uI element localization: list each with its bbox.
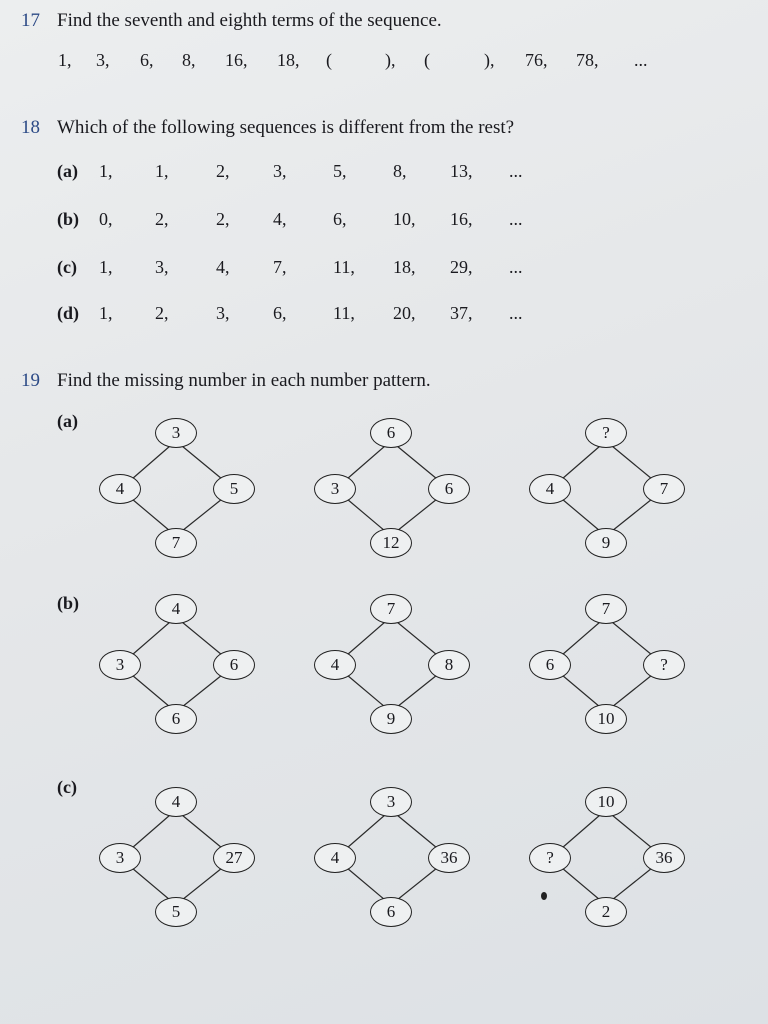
connector-line — [347, 868, 385, 900]
option-label: (d) — [57, 303, 79, 323]
question-18-number: 18 — [21, 117, 40, 138]
option-term: 2, — [155, 209, 169, 229]
connector-line — [347, 675, 385, 707]
connector-line — [612, 815, 652, 848]
connector-line — [397, 868, 437, 900]
connector-line — [562, 622, 600, 655]
number-circle-left: 4 — [314, 650, 356, 680]
connector-line — [347, 815, 385, 848]
connector-line — [397, 499, 437, 531]
connector-line — [347, 446, 385, 479]
sequence-term: 16, — [225, 50, 248, 70]
option-term: 3, — [155, 257, 169, 277]
connector-line — [347, 622, 385, 655]
number-circle-left: 4 — [99, 474, 141, 504]
option-term: 4, — [273, 209, 287, 229]
pattern-group-label-a: (a) — [57, 411, 78, 431]
option-term: 3, — [273, 161, 287, 181]
missing-number-circle: ? — [585, 418, 627, 448]
ellipsis: ... — [634, 50, 648, 70]
connector-line — [562, 868, 600, 900]
question-18-text: Which of the following sequences is different from the rest? — [57, 117, 515, 138]
number-circle-left: 3 — [99, 843, 141, 873]
question-17-text: Find the seventh and eighth terms of the sequence. — [57, 10, 442, 31]
sequence-term: 78, — [576, 50, 599, 70]
connector-line — [562, 815, 600, 848]
connector-line — [132, 499, 170, 531]
number-pattern-c-3 — [530, 788, 710, 928]
connector-line — [132, 675, 170, 707]
number-circle-left: 3 — [314, 474, 356, 504]
number-circle-top: 6 — [370, 418, 412, 448]
option-label: (c) — [57, 257, 77, 277]
blank-open-paren: ( — [424, 50, 430, 70]
option-term: 18, — [393, 257, 416, 277]
option-term: 6, — [333, 209, 347, 229]
connector-line — [182, 622, 222, 655]
connector-line — [397, 675, 437, 707]
sequence-term: 8, — [182, 50, 196, 70]
option-term: 7, — [273, 257, 287, 277]
missing-number-circle: ? — [529, 843, 571, 873]
sequence-term: 6, — [140, 50, 154, 70]
option-term: 2, — [216, 209, 230, 229]
missing-number-circle: ? — [643, 650, 685, 680]
connector-line — [347, 499, 385, 531]
ellipsis: ... — [509, 257, 523, 277]
connector-line — [562, 675, 600, 707]
number-circle-bottom: 6 — [155, 704, 197, 734]
connector-line — [612, 622, 652, 655]
number-pattern-a-3 — [530, 419, 710, 559]
number-circle-top: 7 — [370, 594, 412, 624]
number-circle-top: 7 — [585, 594, 627, 624]
option-term: 1, — [99, 303, 113, 323]
number-circle-bottom: 9 — [585, 528, 627, 558]
option-label: (a) — [57, 161, 78, 181]
option-term: 10, — [393, 209, 416, 229]
option-term: 1, — [155, 161, 169, 181]
number-circle-top: 4 — [155, 594, 197, 624]
connector-line — [612, 868, 652, 900]
sequence-term: 18, — [277, 50, 300, 70]
number-circle-bottom: 5 — [155, 897, 197, 927]
connector-line — [397, 622, 437, 655]
number-circle-right: 36 — [643, 843, 685, 873]
sequence-term: 1, — [58, 50, 72, 70]
number-circle-right: 6 — [213, 650, 255, 680]
connector-line — [182, 815, 222, 848]
connector-line — [612, 499, 652, 531]
option-term: 3, — [216, 303, 230, 323]
connector-line — [562, 446, 600, 479]
sequence-term: 76, — [525, 50, 548, 70]
number-circle-bottom: 2 — [585, 897, 627, 927]
ellipsis: ... — [509, 209, 523, 229]
option-term: 1, — [99, 257, 113, 277]
blank-close-paren: ), — [484, 50, 495, 70]
ellipsis: ... — [509, 161, 523, 181]
connector-line — [397, 815, 437, 848]
connector-line — [132, 446, 170, 479]
number-pattern-b-2 — [315, 595, 495, 735]
number-circle-right: 8 — [428, 650, 470, 680]
pencil-mark — [541, 892, 547, 900]
blank-close-paren: ), — [385, 50, 396, 70]
number-circle-right: 27 — [213, 843, 255, 873]
number-circle-right: 5 — [213, 474, 255, 504]
blank-open-paren: ( — [326, 50, 332, 70]
ellipsis: ... — [509, 303, 523, 323]
number-pattern-a-2 — [315, 419, 495, 559]
option-term: 29, — [450, 257, 473, 277]
connector-line — [612, 446, 652, 479]
number-circle-top: 3 — [155, 418, 197, 448]
connector-line — [612, 675, 652, 707]
number-circle-bottom: 6 — [370, 897, 412, 927]
option-term: 1, — [99, 161, 113, 181]
number-circle-top: 3 — [370, 787, 412, 817]
number-circle-bottom: 7 — [155, 528, 197, 558]
connector-line — [182, 675, 222, 707]
connector-line — [397, 446, 437, 479]
number-pattern-a-1 — [100, 419, 280, 559]
number-circle-top: 10 — [585, 787, 627, 817]
pattern-group-label-c: (c) — [57, 777, 77, 797]
option-term: 11, — [333, 303, 355, 323]
number-circle-bottom: 9 — [370, 704, 412, 734]
option-term: 6, — [273, 303, 287, 323]
option-term: 20, — [393, 303, 416, 323]
connector-line — [562, 499, 600, 531]
number-circle-left: 3 — [99, 650, 141, 680]
connector-line — [132, 815, 170, 848]
option-term: 11, — [333, 257, 355, 277]
number-pattern-b-3 — [530, 595, 710, 735]
option-term: 8, — [393, 161, 407, 181]
connector-line — [132, 622, 170, 655]
option-term: 2, — [155, 303, 169, 323]
number-circle-bottom: 10 — [585, 704, 627, 734]
number-circle-top: 4 — [155, 787, 197, 817]
number-circle-left: 4 — [529, 474, 571, 504]
option-term: 37, — [450, 303, 473, 323]
number-circle-bottom: 12 — [370, 528, 412, 558]
connector-line — [182, 868, 222, 900]
number-pattern-c-1 — [100, 788, 280, 928]
connector-line — [182, 446, 222, 479]
sequence-term: 3, — [96, 50, 110, 70]
number-circle-right: 6 — [428, 474, 470, 504]
option-term: 13, — [450, 161, 473, 181]
number-circle-left: 4 — [314, 843, 356, 873]
number-circle-left: 6 — [529, 650, 571, 680]
connector-line — [182, 499, 222, 531]
question-19-number: 19 — [21, 370, 40, 391]
option-term: 0, — [99, 209, 113, 229]
pattern-group-label-b: (b) — [57, 593, 79, 613]
option-term: 4, — [216, 257, 230, 277]
number-circle-right: 7 — [643, 474, 685, 504]
option-term: 16, — [450, 209, 473, 229]
number-pattern-c-2 — [315, 788, 495, 928]
question-17-number: 17 — [21, 10, 40, 31]
number-pattern-b-1 — [100, 595, 280, 735]
connector-line — [132, 868, 170, 900]
option-term: 5, — [333, 161, 347, 181]
number-circle-right: 36 — [428, 843, 470, 873]
option-label: (b) — [57, 209, 79, 229]
question-19-text: Find the missing number in each number pattern. — [57, 370, 431, 391]
option-term: 2, — [216, 161, 230, 181]
